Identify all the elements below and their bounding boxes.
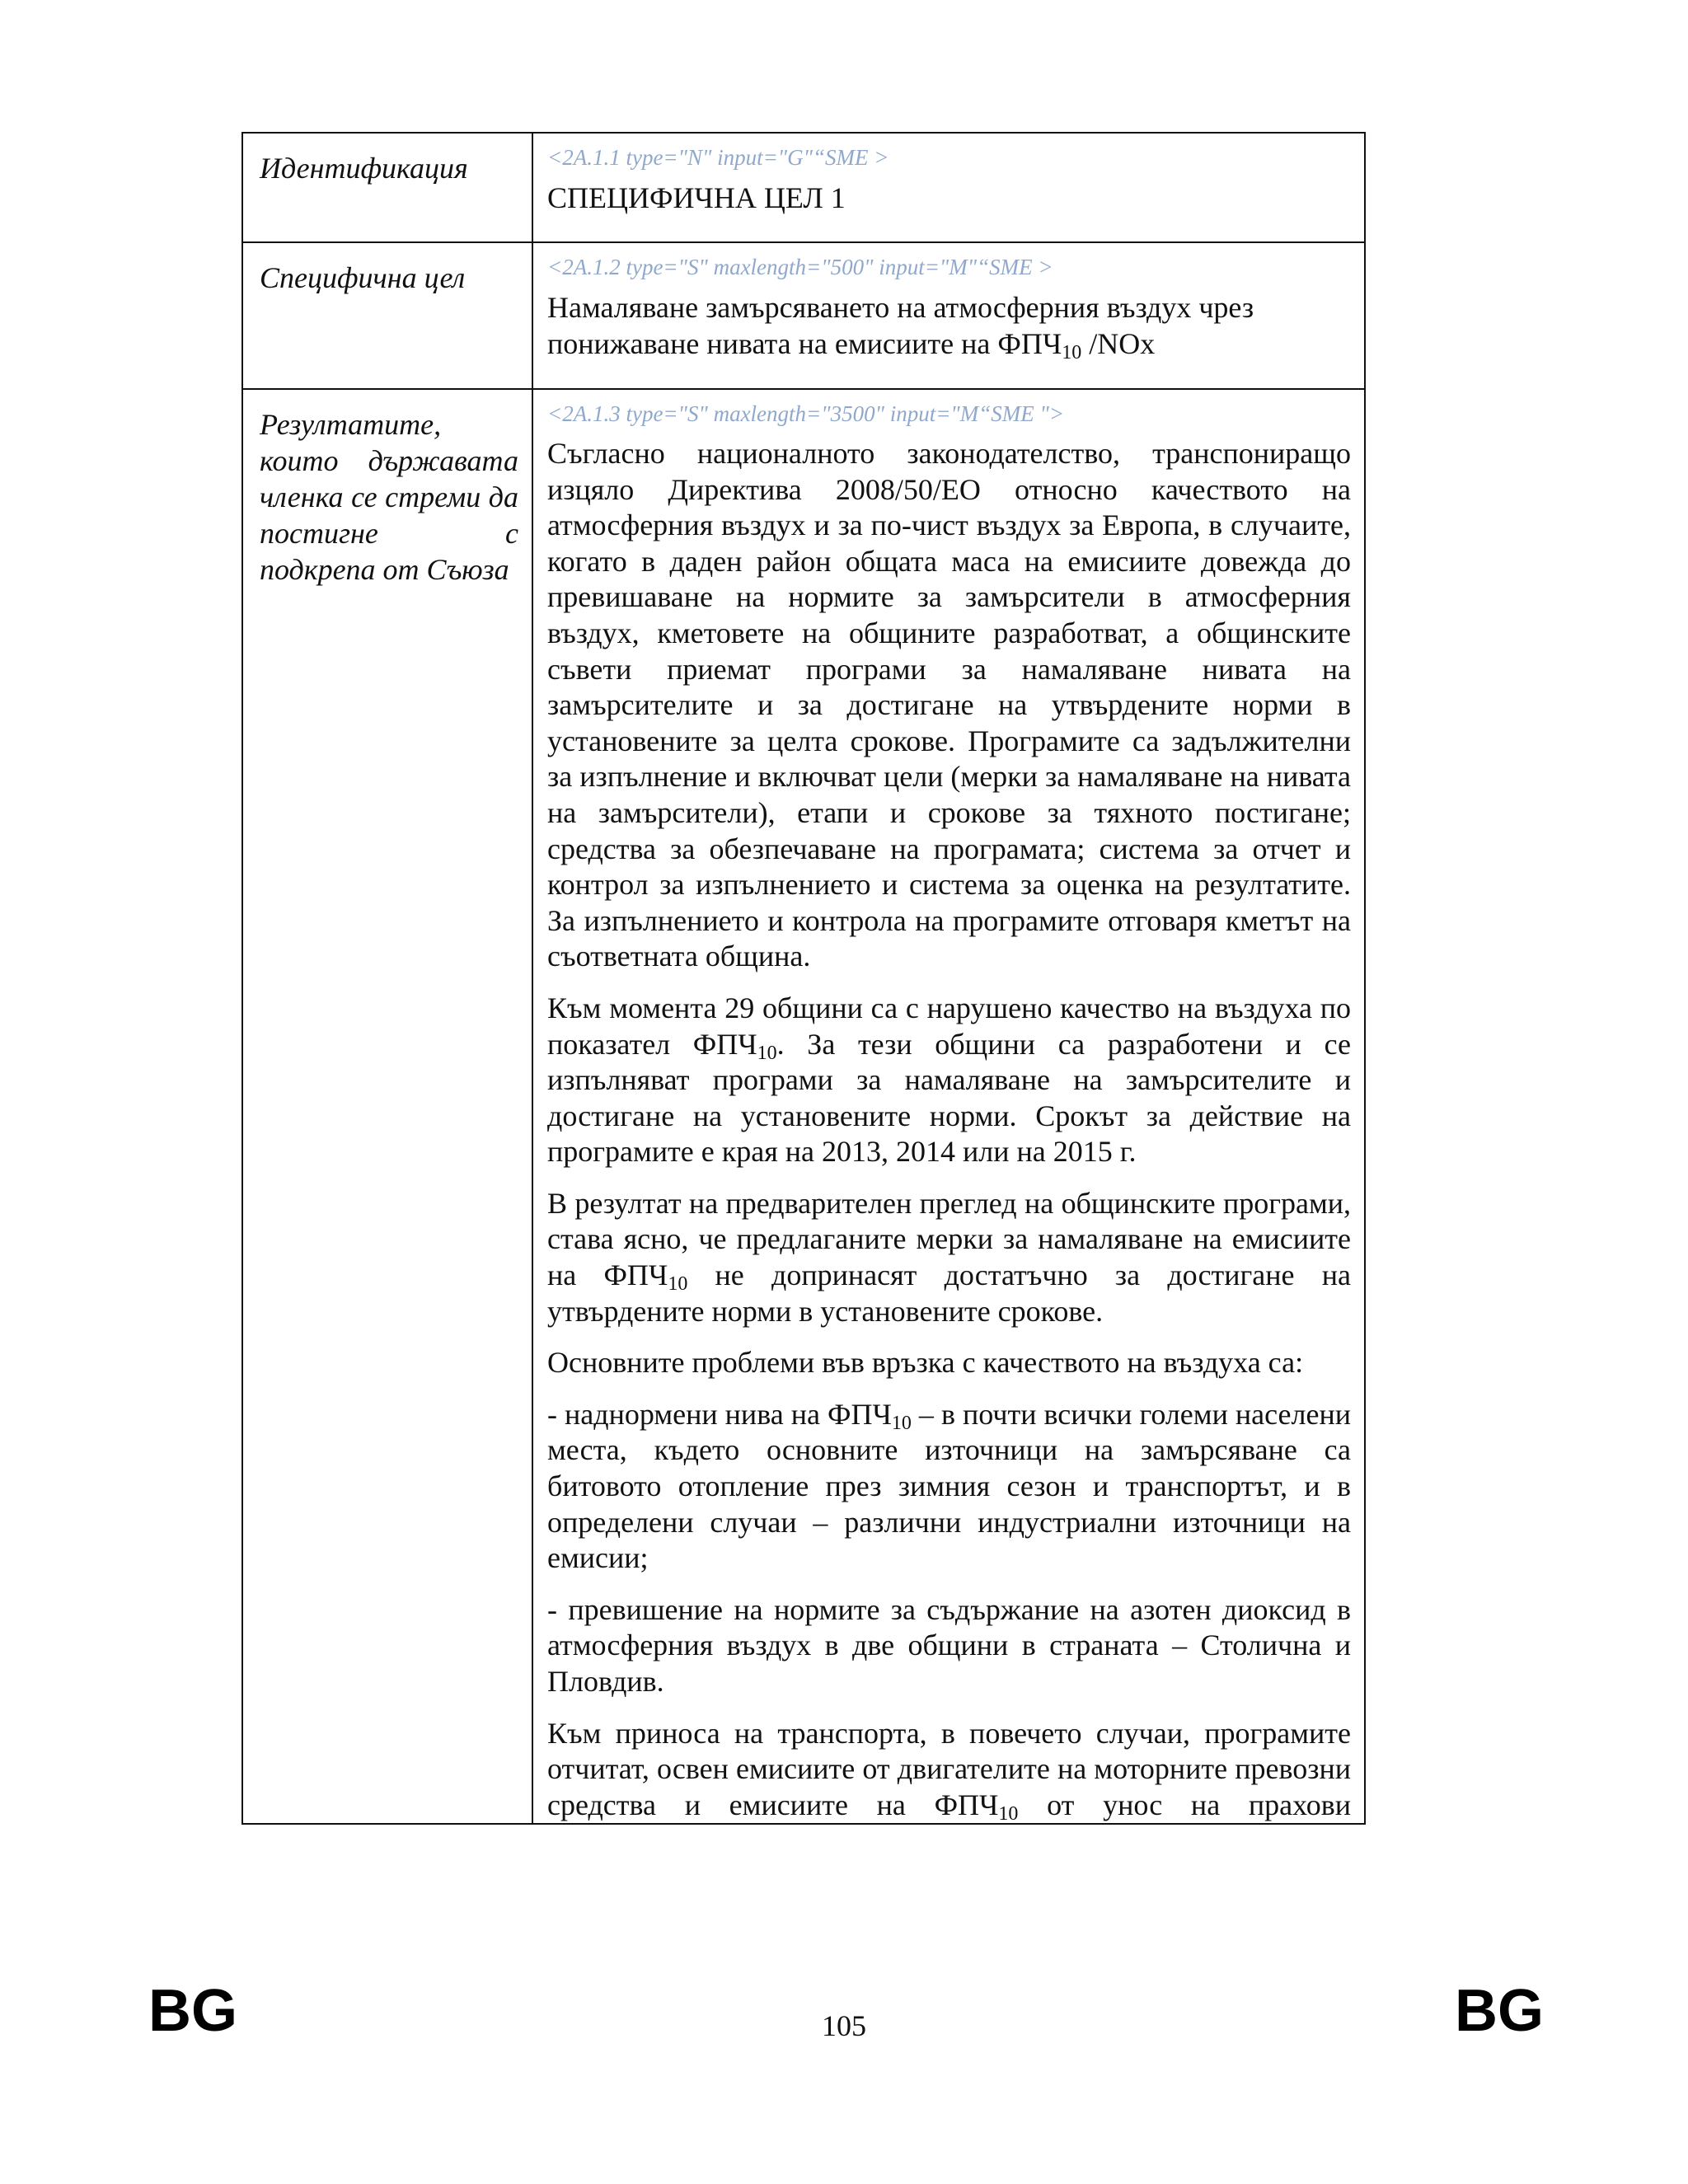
subscript: 10 [668, 1273, 688, 1296]
text-run: от унос на прахови [1018, 1788, 1352, 1821]
text-run: не допринасят достатъчно за достигане на утвърдените норми в установените срокове. [547, 1258, 1351, 1328]
paragraph-7 [547, 1716, 1351, 1824]
subscript: 10 [1062, 342, 1082, 363]
table-row-specific-objective [242, 242, 1365, 389]
paragraph-3 [547, 1186, 1351, 1329]
subscript: 10 [998, 1802, 1019, 1825]
label-cell [242, 133, 532, 242]
text-run: - наднормени нива на ФПЧ [547, 1397, 892, 1431]
text-run: /NOx [1081, 327, 1156, 360]
paragraph-2 [547, 991, 1351, 1170]
paragraph-1: Съгласно националното законодателство, транспониращо изцяло Директива 2008/50/ЕО относно качеството на атмосферния въздух и за по-чист въздух за Европа, в случаите, когато в даден район общата маса на емисиите довежда до превишаване на нормите за замърсители в атмосферния въздух, кметовете на общините разработват, а общинските съвети приемат програми за намаляване нивата на замърсителите и за достигане на утвърдените норми в установените за целта срокове. Програмите са задължителни за изпълнение и включват цели (мерки за намаляване на нивата на замърсители), етапи и срокове за тяхното постигане; средства за обезпечаване на програмата; система за отчет и контрол за изпълнението и система за оценка на резултатите. За изпълнението и контрола на програмите отговаря кметът на съответната община. [547, 437, 1351, 973]
paragraph-5 [547, 1397, 1351, 1577]
text-run: – в почти всички големи населени места, където основните източници на замърсяване са битовото отопление през зимния сезон и транспортът, и в определени случаи – различни индустриални източници на емисии; [547, 1397, 1351, 1575]
paragraph-6: - превишение на нормите за съдържание на азотен диоксид в атмосферния въздух в две общини в страната – Столична и Пловдив. [547, 1592, 1351, 1698]
subscript: 10 [757, 1042, 777, 1064]
content-cell [532, 133, 1365, 242]
subscript: 10 [891, 1412, 912, 1434]
row-label-results: Резултатите, които държавата членка се стреми да постигне с подкрепа от Съюза [260, 408, 518, 586]
table-row-results [242, 389, 1365, 1824]
page-number: 105 [822, 2009, 866, 2042]
row-label-identification: Идентификация [260, 152, 468, 185]
specific-objective-value [547, 289, 1351, 362]
text-run: . За тези общини са разработени и се изпълняват програми за намаляване на замърсителите и достигане на установените норми. Срокът за действие на програмите е края на 2013, 2014 или на 2015 г. [547, 1027, 1351, 1169]
field-tag-results: <2A.1.3 type="S" maxlength="3500" input="M“SME "> [547, 401, 1065, 426]
language-mark-right: BG [1455, 1978, 1544, 2044]
text-run: Намаляване замърсяването на атмосферния въздух чрез понижаване нивата на емисиите на ФПЧ [547, 291, 1254, 360]
identification-value: СПЕЦИФИЧНА ЦЕЛ 1 [547, 181, 846, 214]
content-cell [532, 389, 1365, 1824]
language-mark-left: BG [148, 1978, 237, 2044]
label-cell [242, 389, 532, 1824]
row-label-specific-objective: Специфична цел [260, 261, 466, 294]
content-cell [532, 242, 1365, 389]
label-cell [242, 242, 532, 389]
text-run: В резултат на предварителен преглед на общинските програми, става ясно, че предлаганите мерки за намаляване на емисиите на ФПЧ [547, 1186, 1351, 1292]
text-run: Към приноса на транспорта, в повечето случаи, програмите отчитат, освен емисиите от двигателите на моторните превозни средства и емисиите на ФПЧ [547, 1716, 1351, 1821]
objective-table [241, 132, 1366, 1825]
text-run: Към момента 29 общини са с нарушено качество на въздуха по показател ФПЧ [547, 991, 1351, 1061]
field-tag-identification: <2A.1.1 type="N" input="G"“SME > [547, 145, 889, 170]
paragraph-4: Основните проблеми във връзка с качеството на въздуха са: [547, 1346, 1304, 1380]
field-tag-specific-objective: <2A.1.2 type="S" maxlength="500" input="M"“SME > [547, 255, 1053, 279]
table-row-identification [242, 133, 1365, 242]
